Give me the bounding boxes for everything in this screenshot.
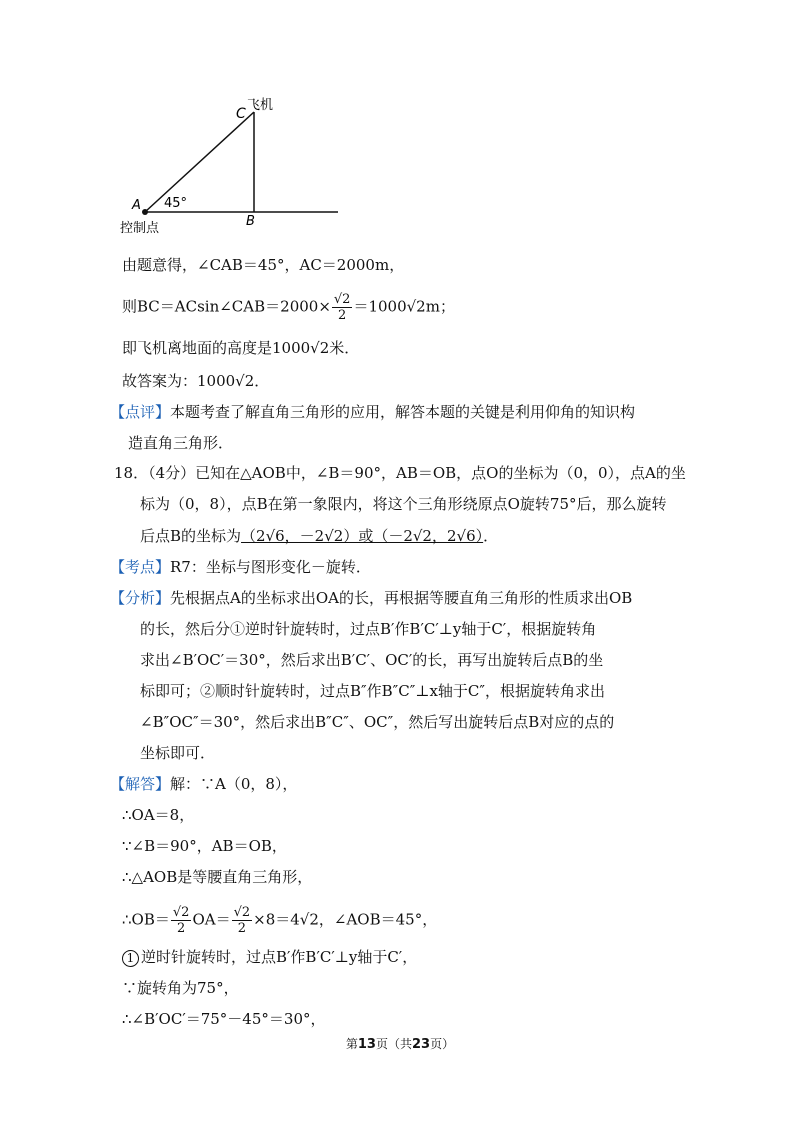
circled-number: 1 bbox=[122, 950, 139, 967]
label-b: B bbox=[246, 214, 255, 229]
step3: ∴△AOB是等腰直角三角形， bbox=[122, 868, 313, 886]
fenxi-line2: 的长，然后分①逆时针旋转时，过点B′作B′C′⊥y轴于C′，根据旋转角 bbox=[140, 620, 597, 638]
page-total: 23 bbox=[412, 1037, 431, 1052]
sol17-line2 bbox=[122, 292, 455, 323]
fenxi-line3: 求出∠B′OC′＝30°，然后求出B′C′、OC′的长，再写出旋转后点B的坐 bbox=[140, 651, 604, 669]
fenxi-line4: 标即可；②顺时针旋转时，过点B″作B″C″⊥x轴于C″，根据旋转角求出 bbox=[140, 682, 605, 700]
fraction: $\frac{√2}{2}$ bbox=[333, 292, 351, 323]
sol17-line3: 即飞机离地面的高度是1000√2米． bbox=[122, 339, 360, 357]
fraction-ob-2: $\frac{√2}{2}$ bbox=[233, 905, 251, 936]
fenxi-line1: 【分析】先根据点A的坐标求出OA的长，再根据等腰直角三角形的性质求出OB bbox=[110, 589, 633, 607]
q18-line3: 后点B的坐标为（2√6，－2√2）或（－2√2，2√6）． bbox=[140, 527, 499, 545]
step7: ∴∠B′OC′＝75°－45°＝30°， bbox=[122, 1010, 326, 1028]
sol17-line2-post: ＝1000√2m； bbox=[353, 297, 455, 316]
q18-line1: 18．（4分）已知在△AOB中，∠B＝90°，AB＝OB，点O的坐标为（0，0），点A的坐 bbox=[114, 464, 686, 482]
fenxi-line5: ∠B″OC″＝30°，然后求出B″C″、OC″，然后写出旋转后点B对应的点的 bbox=[140, 713, 615, 731]
label-c: C bbox=[236, 106, 246, 122]
sol17-line4: 故答案为：1000√2． bbox=[122, 372, 270, 390]
triangle-figure bbox=[110, 92, 350, 242]
answer-blank: （2√6，－2√2）或（－2√2，2√6） bbox=[241, 527, 484, 545]
fenxi-tag: 【分析】 bbox=[110, 589, 171, 607]
comment-line1: 【点评】本题考查了解直角三角形的应用，解答本题的关键是利用仰角的知识构 bbox=[110, 403, 636, 421]
step5: 1 逆时针旋转时，过点B′作B′C′⊥y轴于C′， bbox=[122, 947, 417, 967]
fraction-ob: $\frac{√2}{2}$ bbox=[172, 905, 190, 936]
kaodian-tag: 【考点】 bbox=[110, 558, 171, 576]
sol17-line1: 由题意得，∠CAB＝45°，AC＝2000m， bbox=[122, 256, 405, 274]
sol17-line2-pre: 则BC＝ACsin∠CAB＝2000× bbox=[122, 297, 331, 316]
step4: ∴OB＝ $\frac{√2}{2}$ OA＝ $\frac{√2}{2}$ ×8＝4√2，∠AOB＝45°， bbox=[122, 905, 438, 936]
step6: ∵旋转角为75°， bbox=[122, 979, 239, 997]
q18-line2: 标为（0，8），点B在第一象限内，将这个三角形绕原点O旋转75°后，那么旋转 bbox=[140, 495, 667, 513]
label-a: A bbox=[132, 198, 141, 213]
comment-tag: 【点评】 bbox=[110, 403, 171, 421]
page-footer: 第13页（共23页） bbox=[345, 1037, 455, 1052]
jieda-line: 【解答】解：∵A（0，8）， bbox=[110, 775, 298, 793]
page-number: 13 bbox=[357, 1037, 376, 1052]
comment-line2: 造直角三角形． bbox=[128, 434, 234, 452]
jieda-tag: 【解答】 bbox=[110, 775, 171, 793]
label-control: 控制点 bbox=[120, 221, 160, 236]
step1: ∴OA＝8， bbox=[122, 806, 195, 824]
label-plane: 飞机 bbox=[247, 98, 274, 113]
angle-label: 45° bbox=[164, 196, 188, 211]
kaodian-line: 【考点】R7：坐标与图形变化－旋转． bbox=[110, 558, 371, 576]
fenxi-line6: 坐标即可． bbox=[140, 744, 216, 762]
step2: ∵∠B＝90°，AB＝OB， bbox=[122, 837, 287, 855]
